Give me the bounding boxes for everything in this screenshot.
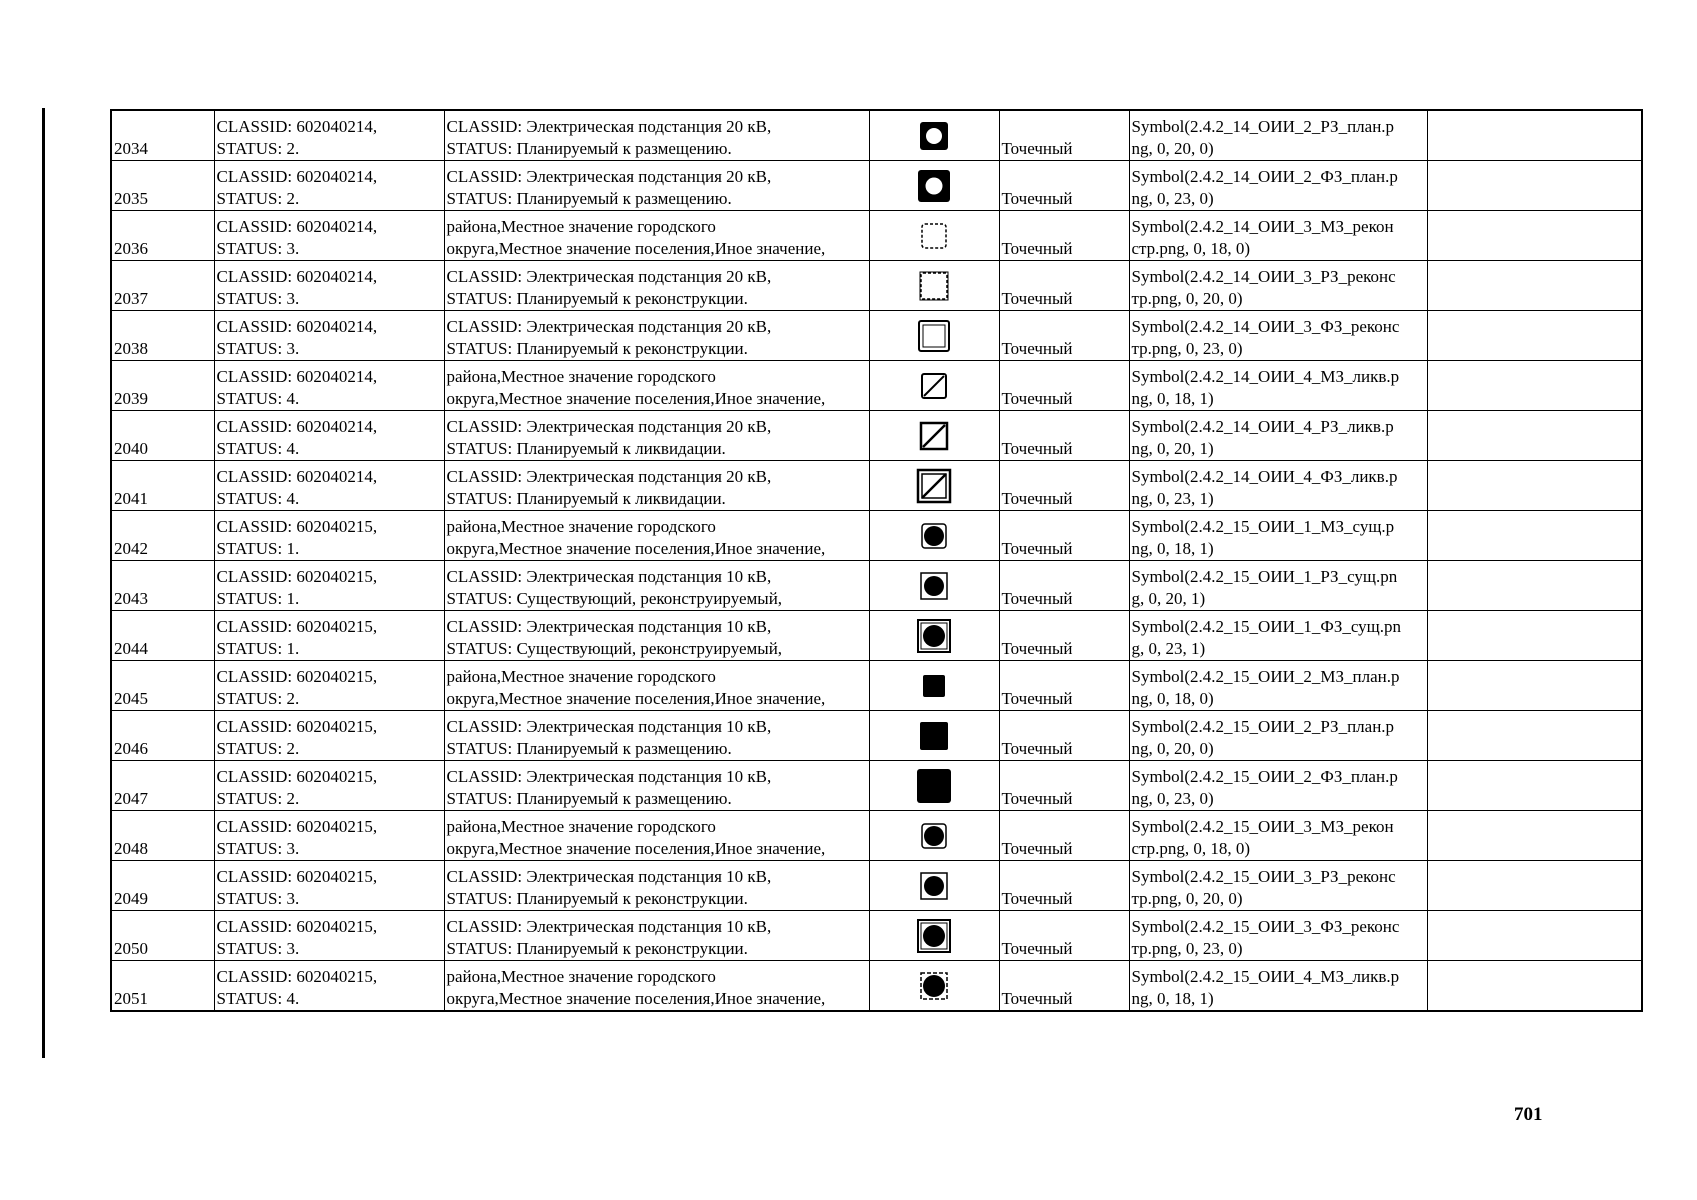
geometry-type-cell: Точечный <box>999 611 1129 661</box>
black-square-large-icon <box>916 768 952 810</box>
row-number: 2039 <box>111 361 214 411</box>
symbol-spec-line-1: Symbol(2.4.2_15_ОИИ_2_РЗ_план.p <box>1131 717 1395 736</box>
symbol-preview-cell <box>869 561 999 611</box>
symbol-spec-cell <box>1129 161 1427 211</box>
classid-cell <box>214 261 444 311</box>
description-line-1: CLASSID: Электрическая подстанция 10 кВ, <box>446 867 772 886</box>
status-text: STATUS: 4. <box>216 389 300 408</box>
description-line-2: округа,Местное значение поселения,Иное значение, <box>446 989 826 1008</box>
empty-cell <box>1427 761 1642 811</box>
description-cell <box>444 110 869 161</box>
classid-cell <box>214 961 444 1012</box>
description-line-2: округа,Местное значение поселения,Иное значение, <box>446 539 826 558</box>
symbol-spec-line-2: ng, 0, 23, 0) <box>1131 789 1214 808</box>
black-square-small-icon <box>916 668 952 710</box>
description-line-1: CLASSID: Электрическая подстанция 20 кВ, <box>446 417 772 436</box>
description-cell <box>444 411 869 461</box>
row-number: 2047 <box>111 761 214 811</box>
table-row <box>111 811 1642 861</box>
status-text: STATUS: 3. <box>216 339 300 358</box>
symbol-preview-cell <box>869 411 999 461</box>
symbol-spec-line-1: Symbol(2.4.2_15_ОИИ_2_ФЗ_план.p <box>1131 767 1398 786</box>
table-row <box>111 611 1642 661</box>
row-number: 2036 <box>111 211 214 261</box>
classid-text: CLASSID: 602040215, <box>216 817 378 836</box>
table-row <box>111 411 1642 461</box>
symbol-spec-line-2: стр.png, 0, 18, 0) <box>1131 839 1251 858</box>
black-circle-in-square-icon <box>916 518 952 560</box>
classid-cell <box>214 411 444 461</box>
classid-text: CLASSID: 602040215, <box>216 667 378 686</box>
row-number: 2051 <box>111 961 214 1012</box>
symbol-spec-cell <box>1129 110 1427 161</box>
description-cell <box>444 611 869 661</box>
description-line-1: CLASSID: Электрическая подстанция 10 кВ, <box>446 567 772 586</box>
empty-cell <box>1427 561 1642 611</box>
classid-text: CLASSID: 602040214, <box>216 367 378 386</box>
table-row <box>111 861 1642 911</box>
empty-cell <box>1427 711 1642 761</box>
description-line-2: STATUS: Планируемый к размещению. <box>446 189 732 208</box>
classid-text: CLASSID: 602040215, <box>216 767 378 786</box>
table-row <box>111 911 1642 961</box>
classid-text: CLASSID: 602040215, <box>216 567 378 586</box>
description-line-1: района,Местное значение городского <box>446 817 716 836</box>
symbol-spec-line-2: ng, 0, 20, 0) <box>1131 139 1214 158</box>
crossed-square-icon <box>916 368 952 410</box>
symbol-preview-cell <box>869 461 999 511</box>
status-text: STATUS: 3. <box>216 939 300 958</box>
table-row <box>111 511 1642 561</box>
classid-text: CLASSID: 602040215, <box>216 967 378 986</box>
classid-cell <box>214 611 444 661</box>
classid-cell <box>214 461 444 511</box>
symbol-spec-line-2: ng, 0, 18, 1) <box>1131 989 1214 1008</box>
symbol-spec-line-2: тр.png, 0, 20, 0) <box>1131 889 1243 908</box>
description-line-1: CLASSID: Электрическая подстанция 20 кВ, <box>446 467 772 486</box>
row-number: 2042 <box>111 511 214 561</box>
white-circle-in-black-square-large-icon <box>916 168 952 210</box>
symbol-spec-line-2: тр.png, 0, 23, 0) <box>1131 939 1243 958</box>
symbol-table <box>110 109 1643 1012</box>
classid-cell <box>214 711 444 761</box>
symbol-spec-line-2: ng, 0, 18, 1) <box>1131 539 1214 558</box>
empty-cell <box>1427 261 1642 311</box>
symbol-preview-cell <box>869 311 999 361</box>
symbol-spec-line-1: Symbol(2.4.2_14_ОИИ_4_МЗ_ликв.p <box>1131 367 1400 386</box>
row-number: 2034 <box>111 110 214 161</box>
table-row <box>111 161 1642 211</box>
description-cell <box>444 361 869 411</box>
symbol-spec-line-1: Symbol(2.4.2_15_ОИИ_4_МЗ_ликв.p <box>1131 967 1400 986</box>
geometry-type-cell: Точечный <box>999 361 1129 411</box>
geometry-type-cell: Точечный <box>999 961 1129 1012</box>
geometry-type-cell: Точечный <box>999 711 1129 761</box>
page-number: 701 <box>1514 1104 1543 1125</box>
description-line-1: CLASSID: Электрическая подстанция 20 кВ, <box>446 167 772 186</box>
description-line-2: STATUS: Планируемый к размещению. <box>446 139 732 158</box>
classid-cell <box>214 211 444 261</box>
symbol-preview-cell <box>869 161 999 211</box>
classid-text: CLASSID: 602040215, <box>216 517 378 536</box>
classid-cell <box>214 561 444 611</box>
description-line-2: округа,Местное значение поселения,Иное значение, <box>446 839 826 858</box>
row-number: 2040 <box>111 411 214 461</box>
classid-text: CLASSID: 602040214, <box>216 317 378 336</box>
geometry-type-cell: Точечный <box>999 761 1129 811</box>
symbol-preview-cell <box>869 361 999 411</box>
symbol-spec-cell <box>1129 561 1427 611</box>
geometry-type-cell: Точечный <box>999 261 1129 311</box>
empty-cell <box>1427 161 1642 211</box>
row-number: 2046 <box>111 711 214 761</box>
row-number: 2048 <box>111 811 214 861</box>
symbol-preview-cell <box>869 611 999 661</box>
classid-cell <box>214 161 444 211</box>
crossed-square-corners-icon <box>916 418 952 460</box>
geometry-type-cell: Точечный <box>999 811 1129 861</box>
symbol-spec-line-2: g, 0, 23, 1) <box>1131 639 1206 658</box>
description-line-1: района,Местное значение городского <box>446 217 716 236</box>
description-line-1: района,Местное значение городского <box>446 667 716 686</box>
black-circle-in-double-square-icon <box>916 918 952 960</box>
description-cell <box>444 761 869 811</box>
geometry-type-cell: Точечный <box>999 661 1129 711</box>
description-cell <box>444 511 869 561</box>
symbol-spec-line-2: ng, 0, 23, 1) <box>1131 489 1214 508</box>
classid-text: CLASSID: 602040214, <box>216 117 378 136</box>
symbol-preview-cell <box>869 110 999 161</box>
description-line-1: CLASSID: Электрическая подстанция 10 кВ, <box>446 917 772 936</box>
table-row <box>111 461 1642 511</box>
classid-cell <box>214 311 444 361</box>
symbol-spec-line-2: тр.png, 0, 23, 0) <box>1131 339 1243 358</box>
dashed-square-icon <box>916 218 952 260</box>
symbol-spec-line-1: Symbol(2.4.2_14_ОИИ_4_ФЗ_ликв.p <box>1131 467 1398 486</box>
description-line-2: STATUS: Существующий, реконструируемый, <box>446 589 783 608</box>
symbol-spec-line-1: Symbol(2.4.2_15_ОИИ_1_РЗ_сущ.pn <box>1131 567 1398 586</box>
table-row <box>111 561 1642 611</box>
classid-text: CLASSID: 602040214, <box>216 267 378 286</box>
description-cell <box>444 161 869 211</box>
symbol-spec-line-1: Symbol(2.4.2_14_ОИИ_3_МЗ_рекон <box>1131 217 1394 236</box>
symbol-spec-cell <box>1129 611 1427 661</box>
status-text: STATUS: 3. <box>216 289 300 308</box>
classid-cell <box>214 661 444 711</box>
classid-text: CLASSID: 602040215, <box>216 617 378 636</box>
symbol-preview-cell <box>869 511 999 561</box>
symbol-spec-cell <box>1129 311 1427 361</box>
description-line-2: STATUS: Планируемый к ликвидации. <box>446 439 726 458</box>
symbol-spec-line-1: Symbol(2.4.2_15_ОИИ_1_ФЗ_сущ.pn <box>1131 617 1402 636</box>
symbol-spec-cell <box>1129 711 1427 761</box>
symbol-spec-line-2: ng, 0, 20, 0) <box>1131 739 1214 758</box>
left-margin-line <box>42 108 45 1058</box>
empty-cell <box>1427 110 1642 161</box>
geometry-type-cell: Точечный <box>999 511 1129 561</box>
classid-cell <box>214 511 444 561</box>
description-line-2: STATUS: Планируемый к реконструкции. <box>446 889 748 908</box>
geometry-type-cell: Точечный <box>999 211 1129 261</box>
empty-cell <box>1427 211 1642 261</box>
classid-text: CLASSID: 602040214, <box>216 217 378 236</box>
classid-text: CLASSID: 602040214, <box>216 417 378 436</box>
empty-cell <box>1427 911 1642 961</box>
symbol-spec-line-1: Symbol(2.4.2_15_ОИИ_3_МЗ_рекон <box>1131 817 1394 836</box>
symbol-spec-line-1: Symbol(2.4.2_14_ОИИ_3_РЗ_реконс <box>1131 267 1396 286</box>
classid-cell <box>214 911 444 961</box>
description-cell <box>444 211 869 261</box>
status-text: STATUS: 1. <box>216 539 300 558</box>
symbol-spec-cell <box>1129 811 1427 861</box>
symbol-preview-cell <box>869 261 999 311</box>
symbol-spec-cell <box>1129 461 1427 511</box>
geometry-type-cell: Точечный <box>999 411 1129 461</box>
table-row <box>111 761 1642 811</box>
classid-cell <box>214 110 444 161</box>
table-row <box>111 261 1642 311</box>
empty-cell <box>1427 661 1642 711</box>
row-number: 2043 <box>111 561 214 611</box>
empty-cell <box>1427 811 1642 861</box>
symbol-spec-line-1: Symbol(2.4.2_15_ОИИ_3_ФЗ_реконс <box>1131 917 1400 936</box>
description-line-1: района,Местное значение городского <box>446 967 716 986</box>
empty-cell <box>1427 311 1642 361</box>
table-row <box>111 211 1642 261</box>
geometry-type-cell: Точечный <box>999 561 1129 611</box>
description-line-2: STATUS: Планируемый к ликвидации. <box>446 489 726 508</box>
description-line-2: STATUS: Планируемый к размещению. <box>446 789 732 808</box>
symbol-preview-cell <box>869 811 999 861</box>
description-line-1: CLASSID: Электрическая подстанция 20 кВ, <box>446 317 772 336</box>
status-text: STATUS: 2. <box>216 689 300 708</box>
classid-text: CLASSID: 602040214, <box>216 467 378 486</box>
symbol-spec-line-1: Symbol(2.4.2_15_ОИИ_2_МЗ_план.p <box>1131 667 1400 686</box>
classid-text: CLASSID: 602040215, <box>216 717 378 736</box>
status-text: STATUS: 1. <box>216 589 300 608</box>
geometry-type-cell: Точечный <box>999 461 1129 511</box>
status-text: STATUS: 2. <box>216 789 300 808</box>
symbol-preview-cell <box>869 861 999 911</box>
empty-cell <box>1427 961 1642 1012</box>
row-number: 2035 <box>111 161 214 211</box>
status-text: STATUS: 2. <box>216 189 300 208</box>
symbol-spec-line-1: Symbol(2.4.2_15_ОИИ_1_МЗ_сущ.p <box>1131 517 1395 536</box>
description-cell <box>444 861 869 911</box>
status-text: STATUS: 4. <box>216 989 300 1008</box>
symbol-spec-cell <box>1129 911 1427 961</box>
description-line-2: округа,Местное значение поселения,Иное значение, <box>446 689 826 708</box>
geometry-type-cell: Точечный <box>999 861 1129 911</box>
classid-text: CLASSID: 602040214, <box>216 167 378 186</box>
classid-cell <box>214 761 444 811</box>
geometry-type-cell: Точечный <box>999 911 1129 961</box>
black-square-medium-icon <box>916 718 952 760</box>
description-line-2: STATUS: Существующий, реконструируемый, <box>446 639 783 658</box>
description-cell <box>444 311 869 361</box>
description-cell <box>444 811 869 861</box>
row-number: 2037 <box>111 261 214 311</box>
row-number: 2041 <box>111 461 214 511</box>
classid-cell <box>214 861 444 911</box>
empty-cell <box>1427 611 1642 661</box>
table-row <box>111 311 1642 361</box>
symbol-spec-cell <box>1129 411 1427 461</box>
empty-cell <box>1427 861 1642 911</box>
classid-text: CLASSID: 602040215, <box>216 867 378 886</box>
row-number: 2049 <box>111 861 214 911</box>
geometry-type-cell: Точечный <box>999 110 1129 161</box>
description-cell <box>444 661 869 711</box>
table-row <box>111 661 1642 711</box>
symbol-preview-cell <box>869 911 999 961</box>
black-circle-in-square-corners-icon <box>916 568 952 610</box>
status-text: STATUS: 4. <box>216 489 300 508</box>
symbol-spec-line-2: ng, 0, 20, 1) <box>1131 439 1214 458</box>
black-circle-in-double-square-icon <box>916 618 952 660</box>
status-text: STATUS: 4. <box>216 439 300 458</box>
geometry-type-cell: Точечный <box>999 161 1129 211</box>
row-number: 2045 <box>111 661 214 711</box>
status-text: STATUS: 2. <box>216 739 300 758</box>
table-row <box>111 110 1642 161</box>
symbol-spec-cell <box>1129 511 1427 561</box>
symbol-spec-cell <box>1129 261 1427 311</box>
description-line-1: CLASSID: Электрическая подстанция 20 кВ, <box>446 117 772 136</box>
geometry-type-cell: Точечный <box>999 311 1129 361</box>
black-circle-in-square-corners-icon <box>916 868 952 910</box>
row-number: 2038 <box>111 311 214 361</box>
description-cell <box>444 911 869 961</box>
description-cell <box>444 961 869 1012</box>
symbol-spec-line-2: стр.png, 0, 18, 0) <box>1131 239 1251 258</box>
empty-cell <box>1427 461 1642 511</box>
symbol-preview-cell <box>869 961 999 1012</box>
description-line-1: CLASSID: Электрическая подстанция 10 кВ, <box>446 717 772 736</box>
description-line-1: CLASSID: Электрическая подстанция 10 кВ, <box>446 617 772 636</box>
symbol-spec-cell <box>1129 211 1427 261</box>
table-row <box>111 961 1642 1012</box>
white-circle-in-black-square-icon <box>916 118 952 160</box>
symbol-preview-cell <box>869 711 999 761</box>
symbol-spec-line-2: ng, 0, 23, 0) <box>1131 189 1214 208</box>
description-cell <box>444 461 869 511</box>
black-circle-in-square-icon <box>916 818 952 860</box>
description-line-2: округа,Местное значение поселения,Иное значение, <box>446 389 826 408</box>
symbol-preview-cell <box>869 661 999 711</box>
description-cell <box>444 261 869 311</box>
table-row <box>111 711 1642 761</box>
description-line-1: района,Местное значение городского <box>446 367 716 386</box>
classid-cell <box>214 361 444 411</box>
symbol-spec-cell <box>1129 761 1427 811</box>
description-line-2: STATUS: Планируемый к реконструкции. <box>446 289 748 308</box>
crossed-double-square-icon <box>916 468 952 510</box>
double-square-corners-icon <box>916 318 952 360</box>
symbol-spec-line-2: g, 0, 20, 1) <box>1131 589 1206 608</box>
description-line-2: STATUS: Планируемый к размещению. <box>446 739 732 758</box>
dashed-square-corners-icon <box>916 268 952 310</box>
description-line-1: района,Местное значение городского <box>446 517 716 536</box>
status-text: STATUS: 3. <box>216 889 300 908</box>
symbol-spec-cell <box>1129 361 1427 411</box>
symbol-spec-line-1: Symbol(2.4.2_15_ОИИ_3_РЗ_реконс <box>1131 867 1396 886</box>
empty-cell <box>1427 511 1642 561</box>
description-line-1: CLASSID: Электрическая подстанция 20 кВ, <box>446 267 772 286</box>
symbol-spec-cell <box>1129 961 1427 1012</box>
description-cell <box>444 561 869 611</box>
symbol-preview-cell <box>869 761 999 811</box>
symbol-spec-line-2: ng, 0, 18, 1) <box>1131 389 1214 408</box>
description-line-2: STATUS: Планируемый к реконструкции. <box>446 939 748 958</box>
symbol-spec-line-1: Symbol(2.4.2_14_ОИИ_3_ФЗ_реконс <box>1131 317 1400 336</box>
description-line-2: округа,Местное значение поселения,Иное значение, <box>446 239 826 258</box>
status-text: STATUS: 3. <box>216 839 300 858</box>
empty-cell <box>1427 361 1642 411</box>
symbol-spec-line-1: Symbol(2.4.2_14_ОИИ_2_ФЗ_план.p <box>1131 167 1398 186</box>
status-text: STATUS: 3. <box>216 239 300 258</box>
symbol-spec-line-1: Symbol(2.4.2_14_ОИИ_4_РЗ_ликв.p <box>1131 417 1394 436</box>
description-line-1: CLASSID: Электрическая подстанция 10 кВ, <box>446 767 772 786</box>
status-text: STATUS: 1. <box>216 639 300 658</box>
description-line-2: STATUS: Планируемый к реконструкции. <box>446 339 748 358</box>
symbol-spec-cell <box>1129 861 1427 911</box>
symbol-preview-cell <box>869 211 999 261</box>
classid-cell <box>214 811 444 861</box>
row-number: 2050 <box>111 911 214 961</box>
row-number: 2044 <box>111 611 214 661</box>
empty-cell <box>1427 411 1642 461</box>
symbol-spec-line-1: Symbol(2.4.2_14_ОИИ_2_РЗ_план.p <box>1131 117 1395 136</box>
symbol-spec-line-2: тр.png, 0, 20, 0) <box>1131 289 1243 308</box>
symbol-spec-cell <box>1129 661 1427 711</box>
table-row <box>111 361 1642 411</box>
description-cell <box>444 711 869 761</box>
classid-text: CLASSID: 602040215, <box>216 917 378 936</box>
symbol-spec-line-2: ng, 0, 18, 0) <box>1131 689 1214 708</box>
black-circle-in-dashed-square-icon <box>916 968 952 1010</box>
status-text: STATUS: 2. <box>216 139 300 158</box>
